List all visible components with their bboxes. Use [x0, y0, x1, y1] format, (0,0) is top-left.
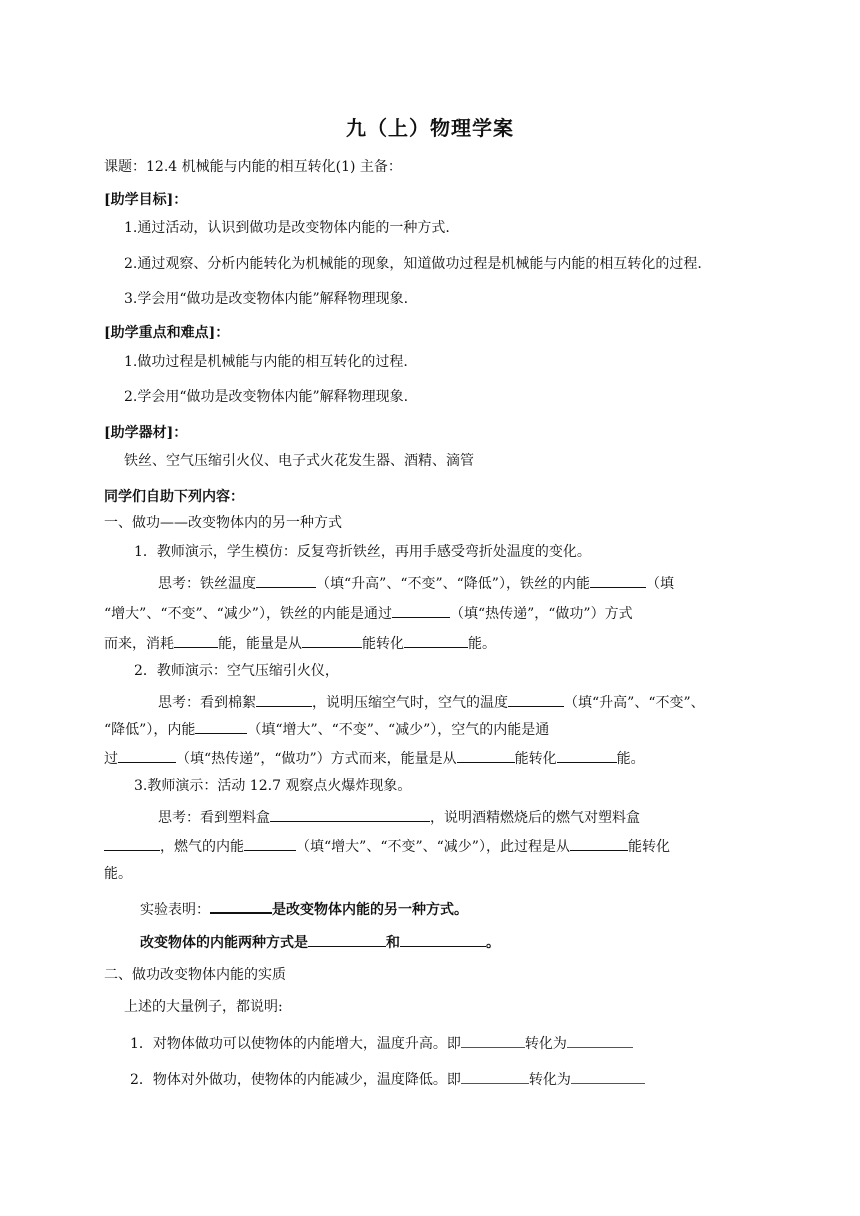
fill-blank[interactable] — [508, 691, 564, 707]
page-title: 九（上）物理学案 — [346, 116, 514, 140]
key-point-item: 1.做功过程是机械能与内能的相互转化的过程. — [124, 354, 408, 370]
text-segment: （填“热传递”，“做功”）方式 — [449, 606, 633, 622]
fill-blank[interactable] — [457, 747, 515, 763]
text-segment: 思考：铁丝温度 — [158, 576, 256, 592]
section2-heading: 二、做功改变物体内能的实质 — [104, 967, 286, 983]
text-segment: ，说明酒精燃烧后的燃气对塑料盒 — [430, 810, 640, 826]
text-segment: （填“增大”、“不变”、“减少”），空气的内能是通 — [247, 722, 550, 738]
text-segment: “增大”、“不变”、“减少”），铁丝的内能是通过 — [104, 606, 392, 622]
topic-line: 课题：12.4 机械能与内能的相互转化(1) 主备： — [104, 159, 402, 175]
fill-blank[interactable] — [174, 632, 218, 648]
two-ways-line — [140, 931, 500, 953]
fill-blank[interactable] — [557, 747, 617, 763]
fill-blank[interactable] — [104, 835, 160, 851]
think2-line3 — [104, 747, 645, 769]
think3-line2 — [104, 835, 670, 857]
fill-blank[interactable] — [210, 897, 272, 914]
equipment-list: 铁丝、空气压缩引火仪、电子式火花发生器、酒精、滴管 — [124, 453, 474, 469]
text-segment: 转化为 — [528, 1072, 571, 1088]
text-segment: （填“增大”、“不变”、“减少”），此过程是从 — [296, 839, 570, 855]
equipment-heading: [助学器材]： — [104, 425, 188, 441]
fill-blank[interactable] — [461, 1068, 529, 1084]
text-segment: 过 — [104, 751, 118, 767]
objective-item: 2.通过观察、分析内能转化为机械能的现象，知道做功过程是机械能与内能的相互转化的过程. — [124, 256, 702, 272]
demo1-text: 1．教师演示，学生模仿：反复弯折铁丝，再用手感受弯折处温度的变化。 — [134, 544, 591, 560]
fill-blank[interactable] — [256, 572, 316, 588]
think1-line2 — [104, 602, 633, 624]
fill-blank[interactable] — [244, 835, 296, 851]
fill-blank[interactable] — [400, 931, 486, 947]
section1-heading: 一、做功——改变物体内的另一种方式 — [104, 515, 342, 531]
conclusion-text: 是改变物体内能的另一种方式。 — [272, 902, 468, 918]
text-segment: 能转化 — [362, 636, 404, 652]
text-segment: （填“热传递”，“做功”）方式而来，能量是从 — [176, 751, 457, 767]
fill-blank[interactable] — [571, 1068, 645, 1084]
text-segment: （填“升高”、“不变”、“降低”），铁丝的内能 — [316, 576, 590, 592]
demo2-text: 2．教师演示：空气压缩引火仪， — [134, 663, 339, 679]
text-segment: 而来，消耗 — [104, 636, 174, 652]
text-segment: “降低”），内能 — [104, 722, 196, 738]
text-segment: 能。 — [468, 636, 496, 652]
think3-line3: 能。 — [104, 866, 132, 882]
key-point-item: 2.学会用“做功是改变物体内能”解释物理现象. — [124, 389, 409, 405]
text-segment: 改变物体的内能两种方式是 — [140, 935, 308, 951]
fill-blank[interactable] — [570, 835, 628, 851]
fill-blank[interactable] — [256, 691, 312, 707]
text-segment: 和 — [386, 935, 400, 951]
text-segment: ，说明压缩空气时，空气的温度 — [312, 695, 508, 711]
conclusion-line — [140, 897, 468, 920]
fill-blank[interactable] — [302, 632, 362, 648]
text-segment: ，燃气的内能 — [160, 839, 244, 855]
text-segment: 1．对物体做功可以使物体的内能增大，温度升高。即 — [130, 1036, 461, 1052]
text-segment: （填“升高”、“不变”、 — [564, 695, 705, 711]
self-study-heading: 同学们自助下列内容： — [104, 489, 244, 505]
text-segment: 思考：看到塑料盒 — [158, 810, 270, 826]
fill-blank[interactable] — [567, 1032, 633, 1048]
text-segment: 能。 — [616, 751, 645, 767]
fill-blank[interactable] — [461, 1032, 525, 1048]
text-segment: 能转化 — [627, 839, 670, 855]
fill-blank[interactable] — [590, 572, 646, 588]
objective-item: 1.通过活动，认识到做功是改变物体内能的一种方式. — [124, 220, 450, 236]
fill-blank[interactable] — [404, 632, 468, 648]
think3-line1 — [158, 806, 640, 828]
objectives-heading: [助学目标]： — [104, 192, 188, 208]
think2-line2 — [104, 718, 549, 740]
text-segment: 能，能量是从 — [218, 636, 302, 652]
key-points-heading: [助学重点和难点]： — [104, 325, 230, 341]
text-segment: 思考：看到棉絮 — [158, 695, 256, 711]
fill-blank[interactable] — [308, 931, 386, 947]
fill-blank[interactable] — [195, 718, 247, 734]
fill-blank[interactable] — [392, 602, 450, 618]
conclusion-label: 实验表明： — [140, 902, 210, 918]
text-segment: 转化为 — [524, 1036, 567, 1052]
text-segment: 能转化 — [514, 751, 557, 767]
section2-point1 — [130, 1032, 633, 1054]
text-segment: 2．物体对外做功，使物体的内能减少，温度降低。即 — [130, 1072, 461, 1088]
think1-line3 — [104, 632, 496, 654]
demo3-text: 3.教师演示：活动 12.7 观察点火爆炸现象。 — [134, 778, 412, 794]
text-segment: 。 — [486, 935, 500, 951]
think2-line1 — [158, 691, 705, 713]
objective-item: 3.学会用“做功是改变物体内能”解释物理现象. — [124, 291, 409, 307]
text-segment: （填 — [645, 576, 674, 592]
section2-point2 — [130, 1068, 645, 1090]
fill-blank[interactable] — [270, 806, 430, 822]
think1-line1 — [158, 572, 674, 594]
section2-intro: 上述的大量例子，都说明: — [124, 999, 283, 1015]
fill-blank[interactable] — [118, 747, 176, 763]
